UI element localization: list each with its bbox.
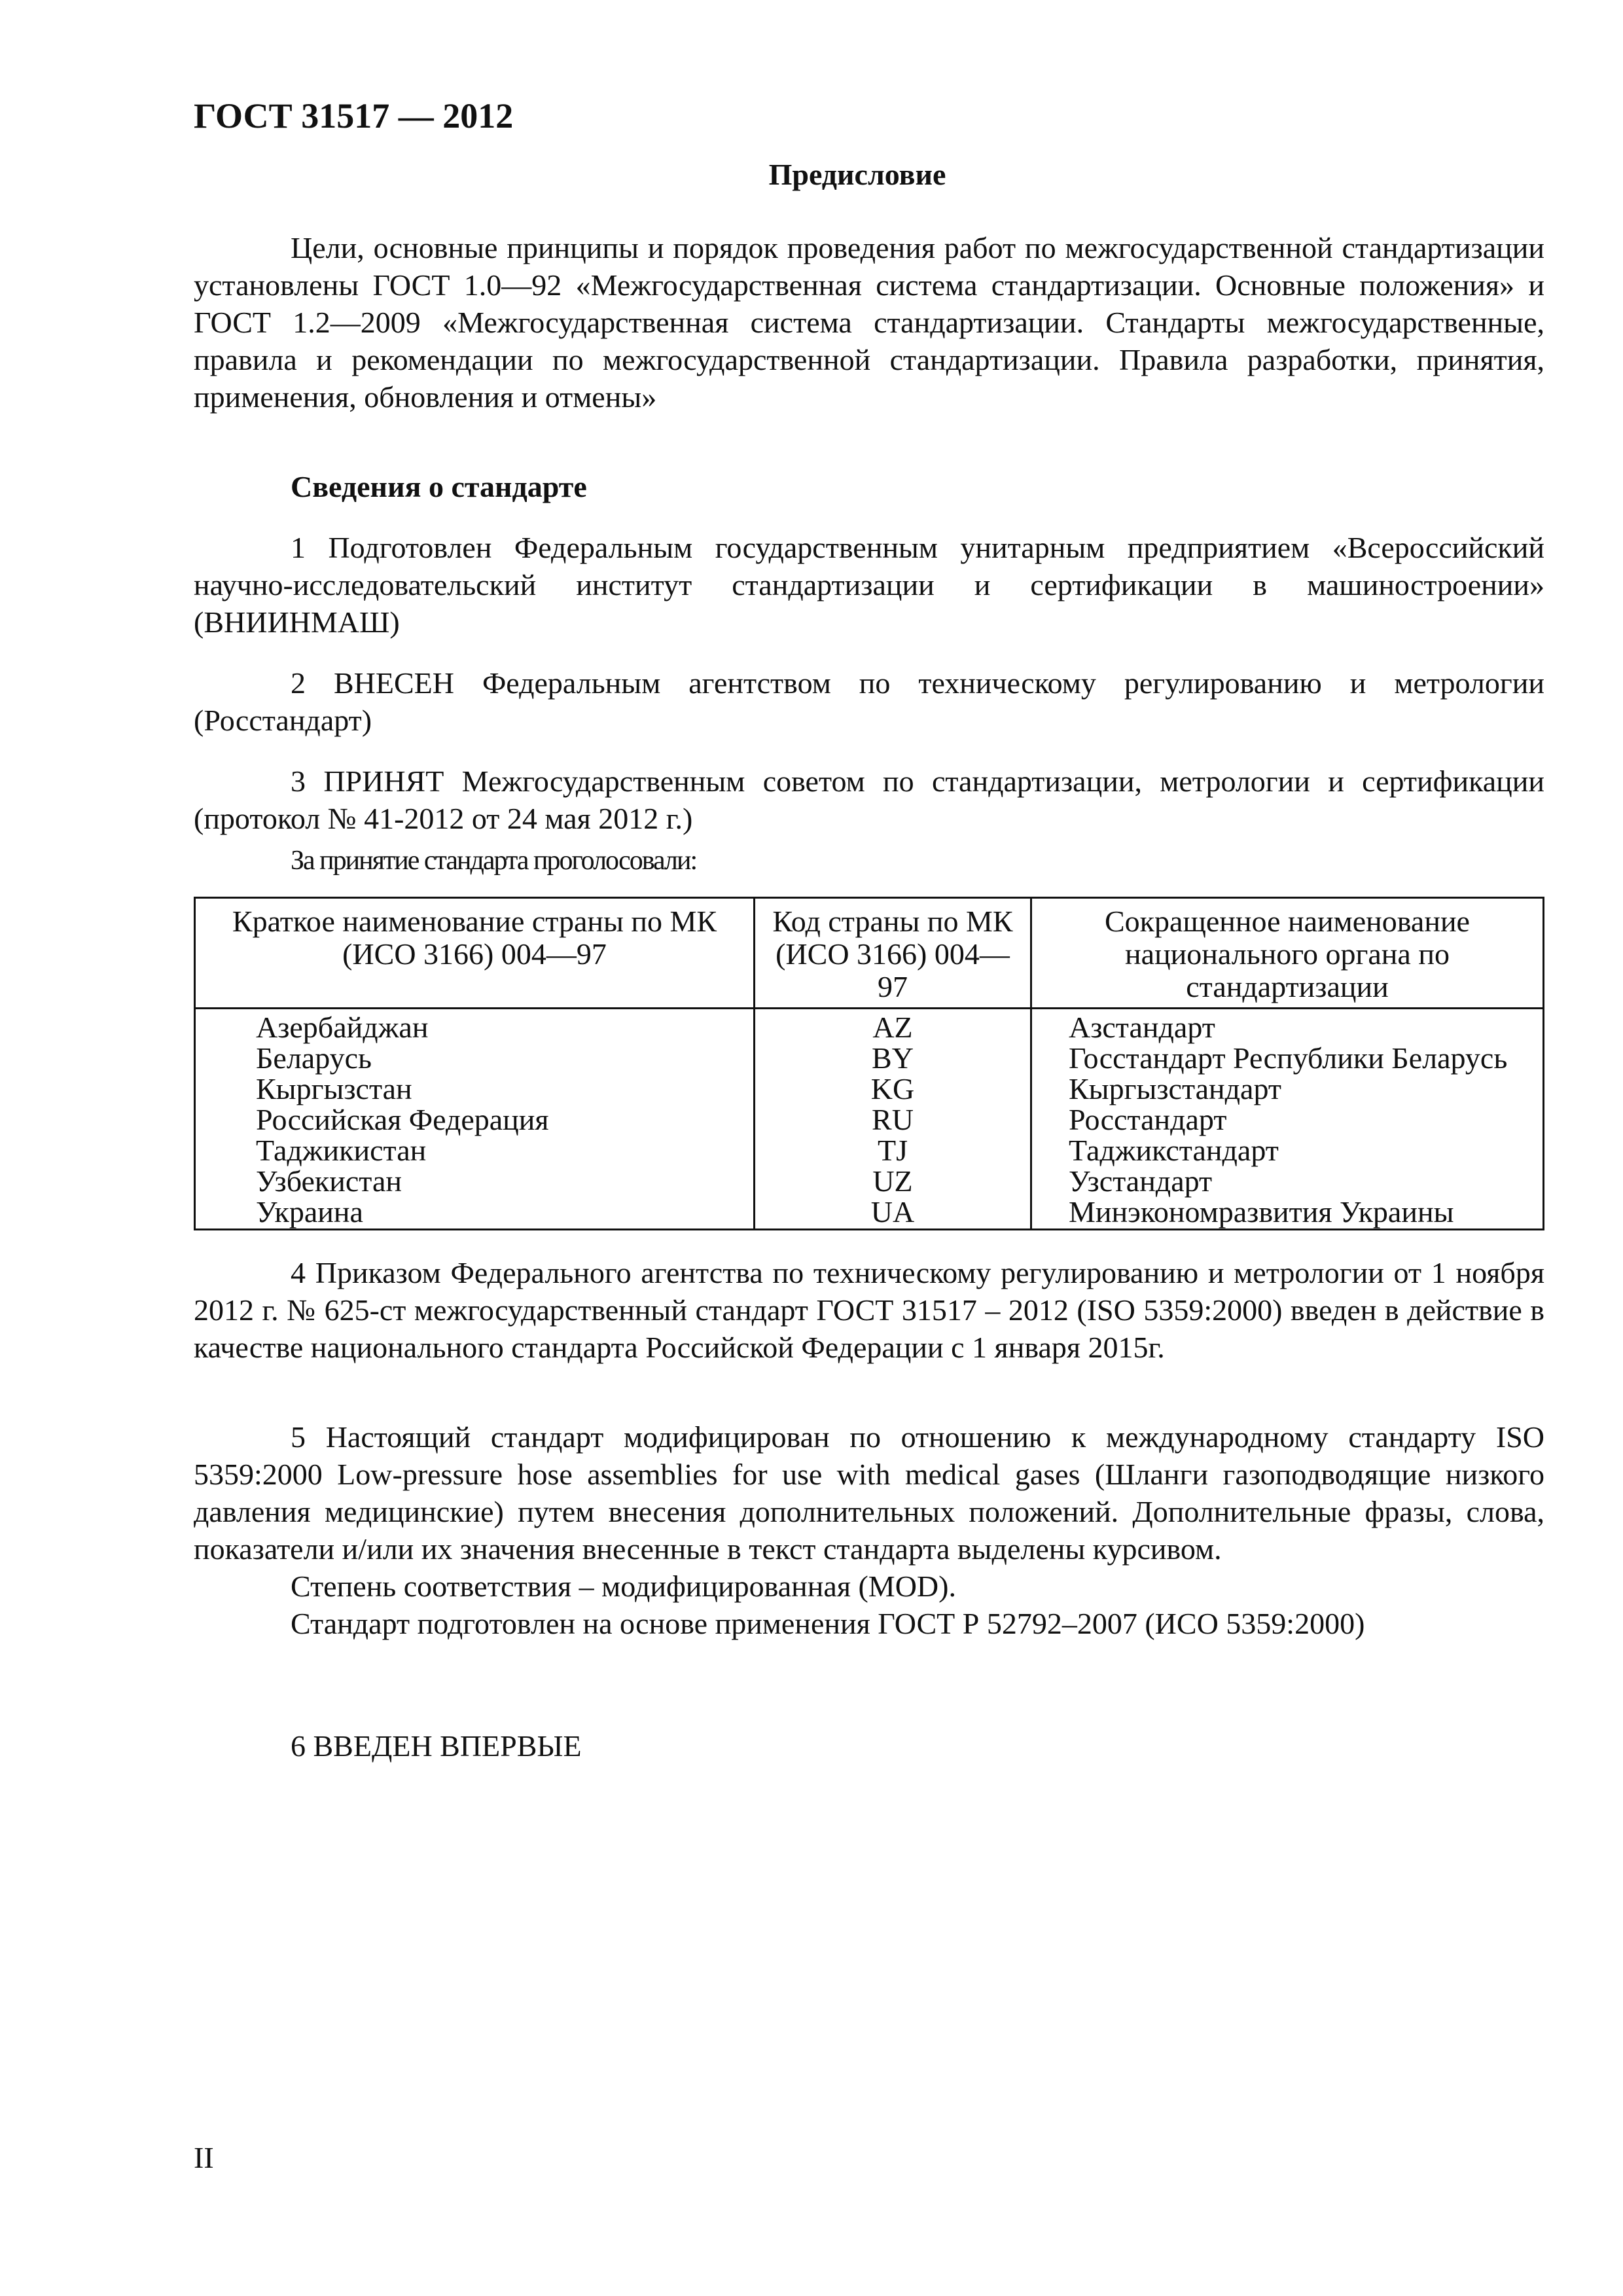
table-row bbox=[195, 1043, 1544, 1073]
document-body bbox=[194, 229, 1544, 1765]
country-code: RU bbox=[755, 1104, 1031, 1135]
country-code: UA bbox=[755, 1196, 1031, 1230]
header-country-name: Краткое наименование страны по МК (ИСО 3166) 004—97 bbox=[195, 898, 755, 1009]
basis-statement: Стандарт подготовлен на основе применения ГОСТ Р 52792–2007 (ИСО 5359:2000) bbox=[291, 1607, 1365, 1640]
standards-body: Азстандарт bbox=[1031, 1009, 1544, 1043]
table-header-row bbox=[195, 898, 1544, 1009]
country-code: UZ bbox=[755, 1166, 1031, 1196]
voted-caption: За принятие стандарта проголосовали: bbox=[291, 846, 697, 876]
standards-body: Росстандарт bbox=[1031, 1104, 1544, 1135]
info-item-2: 2 ВНЕСЕН Федеральным агентством по техническому регулированию и метрологии (Росстандарт) bbox=[194, 666, 1544, 737]
standards-body: Госстандарт Республики Беларусь bbox=[1031, 1043, 1544, 1073]
table-row bbox=[195, 1196, 1544, 1230]
info-item-4: 4 Приказом Федерального агентства по техническому регулированию и метрологии от 1 ноября 2012 г. № 625-ст межгосударственный стандарт ГОСТ 31517 – 2012 (ISO 5359:2000) введен в действие в качестве национального стандарта Российской Федерации с 1 января 2015г. bbox=[194, 1256, 1544, 1364]
country-name: Беларусь bbox=[195, 1043, 755, 1073]
table-row bbox=[195, 1135, 1544, 1166]
standard-info-title: Сведения о стандарте bbox=[291, 470, 587, 503]
country-name: Российская Федерация bbox=[195, 1104, 755, 1135]
country-name: Кыргызстан bbox=[195, 1073, 755, 1104]
standards-body: Узстандарт bbox=[1031, 1166, 1544, 1196]
country-code: BY bbox=[755, 1043, 1031, 1073]
page-number: II bbox=[194, 2141, 214, 2174]
table-row bbox=[195, 1009, 1544, 1043]
countries-table bbox=[194, 897, 1544, 1230]
degree-of-correspondence: Степень соответствия – модифицированная (MOD). bbox=[291, 1570, 956, 1603]
document-code: ГОСТ 31517 — 2012 bbox=[194, 96, 514, 135]
preface-title: Предисловие bbox=[768, 158, 946, 191]
table-row bbox=[195, 1104, 1544, 1135]
country-code: KG bbox=[755, 1073, 1031, 1104]
country-name: Азербайджан bbox=[195, 1009, 755, 1043]
info-item-5: 5 Настоящий стандарт модифицирован по отношению к международному стандарту ISO 5359:2000 Low-pressure hose assemblies for use with medical gases (Шланги газоподводящие низкого давления медицинские) путем внесения дополнительных положений. Дополнительные фразы, слова, показатели и/или их значения внесенные в текст стандарта выделены курсивом. bbox=[194, 1420, 1544, 1566]
country-code: TJ bbox=[755, 1135, 1031, 1166]
preface-paragraph: Цели, основные принципы и порядок проведения работ по межгосударственной стандартизации установлены ГОСТ 1.0—92 «Межгосударственная система стандартизации. Основные положения» и ГОСТ 1.2—2009 «Межгосударственная система стандартизации. Стандарты межгосударственные, правила и рекомендации по межгосударственной стандартизации. Правила разработки, принятия, применения, обновления и отмены» bbox=[194, 231, 1544, 414]
table-row bbox=[195, 1073, 1544, 1104]
standards-body: Минэкономразвития Украины bbox=[1031, 1196, 1544, 1230]
country-name: Узбекистан bbox=[195, 1166, 755, 1196]
standards-body: Кыргызстандарт bbox=[1031, 1073, 1544, 1104]
header-standards-body: Сокращенное наименование национального органа по стандартизации bbox=[1031, 898, 1544, 1009]
header-country-code: Код страны по МК (ИСО 3166) 004—97 bbox=[755, 898, 1031, 1009]
country-name: Украина bbox=[195, 1196, 755, 1230]
country-code: AZ bbox=[755, 1009, 1031, 1043]
info-item-1: 1 Подготовлен Федеральным государственным унитарным предприятием «Всероссийский научно-исследовательский институт стандартизации и сертификации в машиностроении» (ВНИИНМАШ) bbox=[194, 531, 1544, 639]
country-name: Таджикистан bbox=[195, 1135, 755, 1166]
table-row bbox=[195, 1166, 1544, 1196]
standards-body: Таджикстандарт bbox=[1031, 1135, 1544, 1166]
info-item-3: 3 ПРИНЯТ Межгосударственным советом по стандартизации, метрологии и сертификации (протокол № 41-2012 от 24 мая 2012 г.) bbox=[194, 764, 1544, 835]
info-item-6: 6 ВВЕДЕН ВПЕРВЫЕ bbox=[291, 1729, 582, 1763]
